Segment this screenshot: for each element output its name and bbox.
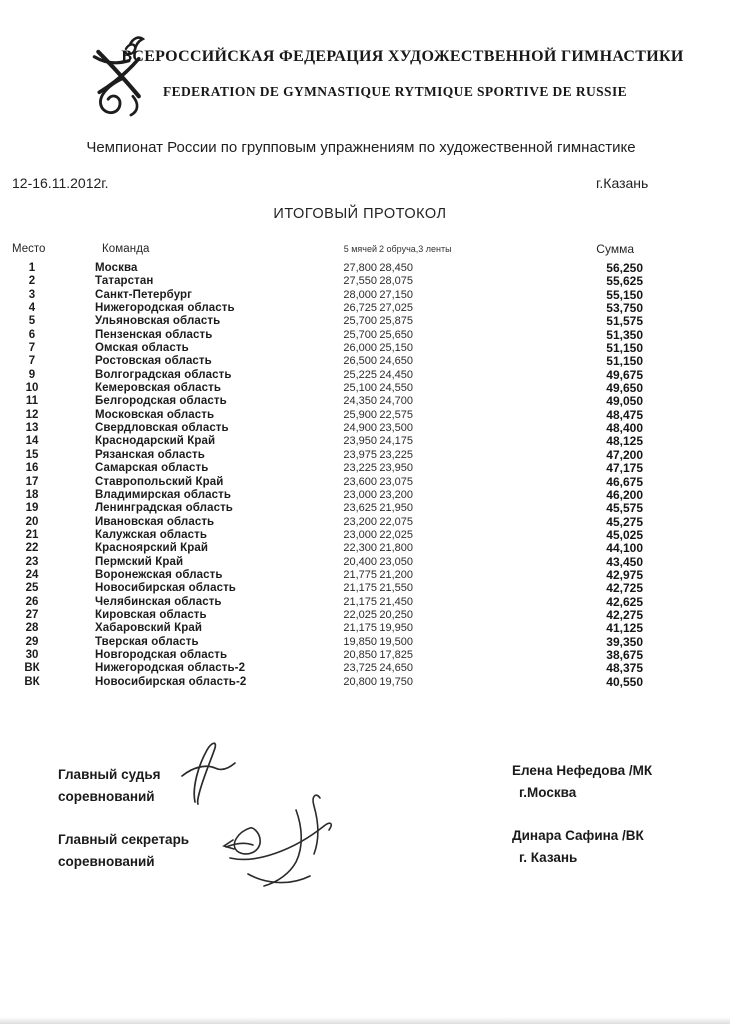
table-row bbox=[12, 676, 718, 689]
cell-team-name: Санкт-Петербург bbox=[95, 288, 193, 301]
cell-total-score: 45,575 bbox=[606, 501, 643, 516]
cell-place: 6 bbox=[28, 328, 36, 341]
results-table bbox=[12, 243, 718, 689]
cell-place: 1 bbox=[28, 262, 36, 274]
cell-score-5-balls: 24,350 bbox=[343, 395, 377, 408]
event-dates: 12-16.11.2012г. bbox=[12, 175, 109, 191]
cell-team-name: Москва bbox=[95, 262, 138, 274]
chief-judge-city: г.Москва bbox=[519, 785, 577, 800]
cell-score-2-hoops-3-ribbons: 25,650 bbox=[379, 328, 413, 341]
cell-team-name: Тверская область bbox=[95, 635, 199, 648]
cell-place: 19 bbox=[25, 502, 39, 515]
table-row bbox=[12, 342, 718, 355]
cell-team-name: Ленинградская область bbox=[95, 502, 233, 515]
table-row bbox=[12, 502, 718, 515]
chief-judge-role-line1: Главный судья bbox=[58, 767, 161, 782]
chief-secretary-role-line2: соревнований bbox=[58, 854, 155, 869]
table-row bbox=[12, 369, 718, 382]
cell-score-2-hoops-3-ribbons: 24,550 bbox=[379, 382, 413, 395]
cell-place: 29 bbox=[25, 635, 39, 648]
cell-team-name: Ивановская область bbox=[95, 515, 215, 528]
cell-score-2-hoops-3-ribbons: 25,875 bbox=[379, 315, 413, 328]
column-header-5-balls: 5 мячей bbox=[343, 244, 377, 254]
table-row bbox=[12, 435, 718, 448]
cell-score-5-balls: 21,775 bbox=[343, 568, 377, 581]
cell-total-score: 55,625 bbox=[606, 274, 643, 289]
cell-score-2-hoops-3-ribbons: 28,450 bbox=[379, 262, 413, 274]
column-header-team: Команда bbox=[102, 243, 150, 255]
cell-score-5-balls: 23,225 bbox=[343, 462, 377, 475]
table-body bbox=[12, 262, 718, 689]
cell-score-5-balls: 21,175 bbox=[343, 595, 377, 608]
cell-team-name: Новосибирская область bbox=[95, 582, 236, 595]
cell-place: 2 bbox=[28, 275, 36, 288]
table-row bbox=[12, 516, 718, 529]
cell-score-2-hoops-3-ribbons: 23,075 bbox=[379, 475, 413, 488]
cell-team-name: Воронежская область bbox=[95, 568, 223, 581]
cell-place: 27 bbox=[25, 608, 39, 621]
cell-place: 24 bbox=[25, 568, 39, 581]
federation-gymnast-logo-icon bbox=[86, 34, 156, 118]
cell-total-score: 47,200 bbox=[606, 447, 643, 462]
cell-score-5-balls: 27,550 bbox=[343, 275, 377, 288]
cell-score-2-hoops-3-ribbons: 27,150 bbox=[379, 288, 413, 301]
cell-team-name: Пензенская область bbox=[95, 328, 213, 341]
cell-team-name: Калужская область bbox=[95, 528, 208, 541]
cell-total-score: 42,275 bbox=[606, 607, 643, 622]
cell-total-score: 40,550 bbox=[606, 674, 643, 689]
table-row bbox=[12, 489, 718, 502]
cell-score-5-balls: 21,175 bbox=[343, 582, 377, 595]
cell-score-5-balls: 26,725 bbox=[343, 302, 377, 315]
cell-total-score: 48,475 bbox=[606, 407, 643, 422]
cell-score-2-hoops-3-ribbons: 21,200 bbox=[379, 568, 413, 581]
column-header-total: Сумма bbox=[596, 242, 634, 256]
cell-place: 10 bbox=[25, 382, 39, 395]
cell-total-score: 51,575 bbox=[606, 314, 643, 329]
cell-score-5-balls: 20,850 bbox=[343, 648, 377, 661]
column-header-place: Место bbox=[12, 243, 46, 255]
event-title: Чемпионат России по групповым упражнениям по художественной гимнастике bbox=[86, 139, 636, 156]
cell-team-name: Краснодарский Край bbox=[95, 435, 216, 448]
table-row bbox=[12, 636, 718, 649]
table-header-row bbox=[12, 243, 718, 262]
cell-score-2-hoops-3-ribbons: 23,200 bbox=[379, 488, 413, 501]
cell-score-5-balls: 23,975 bbox=[343, 448, 377, 461]
scan-bottom-edge-artifact bbox=[0, 1017, 730, 1024]
cell-score-2-hoops-3-ribbons: 23,050 bbox=[379, 555, 413, 568]
cell-total-score: 43,450 bbox=[606, 554, 643, 569]
cell-team-name: Кемеровская область bbox=[95, 382, 221, 395]
cell-total-score: 42,725 bbox=[606, 581, 643, 596]
table-row bbox=[12, 476, 718, 489]
cell-score-2-hoops-3-ribbons: 24,700 bbox=[379, 395, 413, 408]
cell-score-5-balls: 23,625 bbox=[343, 502, 377, 515]
cell-place: 4 bbox=[28, 302, 36, 315]
cell-total-score: 42,625 bbox=[606, 594, 643, 609]
chief-judge-role-line2: соревнований bbox=[58, 789, 155, 804]
table-row bbox=[12, 582, 718, 595]
cell-team-name: Ульяновская область bbox=[95, 315, 221, 328]
cell-place: 25 bbox=[25, 582, 39, 595]
cell-score-5-balls: 23,725 bbox=[343, 662, 377, 675]
cell-score-2-hoops-3-ribbons: 24,175 bbox=[379, 435, 413, 448]
org-name-french: FEDERATION DE GYMNASTIQUE RYTMIQUE SPORTIVE DE RUSSIE bbox=[162, 84, 628, 99]
table-row bbox=[12, 462, 718, 475]
cell-place: ВК bbox=[24, 675, 40, 688]
cell-score-5-balls: 25,700 bbox=[343, 315, 377, 328]
cell-score-5-balls: 20,800 bbox=[343, 675, 377, 688]
table-row bbox=[12, 569, 718, 582]
cell-score-2-hoops-3-ribbons: 23,225 bbox=[379, 448, 413, 461]
cell-score-5-balls: 24,900 bbox=[343, 422, 377, 435]
cell-team-name: Кировская область bbox=[95, 608, 207, 621]
chief-judge-name-block bbox=[512, 760, 652, 804]
cell-score-2-hoops-3-ribbons: 19,500 bbox=[379, 635, 413, 648]
cell-score-5-balls: 25,900 bbox=[343, 408, 377, 421]
cell-score-2-hoops-3-ribbons: 21,800 bbox=[379, 542, 413, 555]
cell-score-5-balls: 19,850 bbox=[343, 635, 377, 648]
cell-total-score: 47,175 bbox=[606, 461, 643, 476]
cell-team-name: Омская область bbox=[95, 342, 189, 355]
cell-score-2-hoops-3-ribbons: 22,575 bbox=[379, 408, 413, 421]
cell-total-score: 46,200 bbox=[606, 487, 643, 502]
table-row bbox=[12, 422, 718, 435]
cell-team-name: Владимирская область bbox=[95, 488, 232, 501]
cell-team-name: Татарстан bbox=[95, 275, 154, 288]
cell-place: 22 bbox=[25, 542, 39, 555]
cell-total-score: 45,275 bbox=[606, 514, 643, 529]
cell-total-score: 45,025 bbox=[606, 527, 643, 542]
table-row bbox=[12, 529, 718, 542]
cell-total-score: 56,250 bbox=[606, 261, 643, 275]
cell-total-score: 49,675 bbox=[606, 367, 643, 382]
table-row bbox=[12, 662, 718, 675]
table-row bbox=[12, 289, 718, 302]
cell-team-name: Московская область bbox=[95, 408, 215, 421]
cell-score-2-hoops-3-ribbons: 28,075 bbox=[379, 275, 413, 288]
table-row bbox=[12, 622, 718, 635]
table-row bbox=[12, 556, 718, 569]
event-city: г.Казань bbox=[596, 175, 649, 191]
cell-score-5-balls: 28,000 bbox=[343, 288, 377, 301]
cell-total-score: 49,650 bbox=[606, 381, 643, 396]
cell-team-name: Нижегородская область-2 bbox=[95, 662, 246, 675]
table-row bbox=[12, 649, 718, 662]
cell-place: 12 bbox=[25, 408, 39, 421]
chief-judge-name: Елена Нефедова /МК bbox=[512, 763, 653, 778]
table-row bbox=[12, 542, 718, 555]
cell-team-name: Хабаровский Край bbox=[95, 622, 202, 635]
cell-place: 9 bbox=[28, 368, 36, 381]
cell-team-name: Свердловская область bbox=[95, 422, 229, 435]
cell-score-2-hoops-3-ribbons: 22,075 bbox=[379, 515, 413, 528]
cell-place: 20 bbox=[25, 515, 39, 528]
cell-team-name: Ставропольский Край bbox=[95, 475, 224, 488]
cell-total-score: 51,350 bbox=[606, 327, 643, 342]
cell-total-score: 46,675 bbox=[606, 474, 643, 489]
cell-place: 11 bbox=[25, 395, 39, 408]
cell-score-5-balls: 25,700 bbox=[343, 328, 377, 341]
table-row bbox=[12, 302, 718, 315]
cell-team-name: Волгоградская область bbox=[95, 368, 232, 381]
cell-place: 13 bbox=[25, 422, 39, 435]
chief-secretary-name: Динара Сафина /ВК bbox=[512, 828, 644, 843]
cell-total-score: 48,125 bbox=[606, 434, 643, 449]
cell-team-name: Нижегородская область bbox=[95, 302, 235, 315]
cell-score-5-balls: 23,600 bbox=[343, 475, 377, 488]
cell-place: 28 bbox=[25, 622, 39, 635]
cell-score-2-hoops-3-ribbons: 24,650 bbox=[379, 355, 413, 368]
cell-total-score: 44,100 bbox=[606, 541, 643, 556]
cell-score-5-balls: 23,200 bbox=[343, 515, 377, 528]
cell-place: 7 bbox=[28, 342, 36, 355]
cell-place: 18 bbox=[25, 488, 39, 501]
table-row bbox=[12, 609, 718, 622]
cell-score-5-balls: 25,225 bbox=[343, 368, 377, 381]
cell-score-2-hoops-3-ribbons: 22,025 bbox=[379, 528, 413, 541]
cell-team-name: Красноярский Край bbox=[95, 542, 209, 555]
cell-place: 30 bbox=[25, 648, 39, 661]
chief-secretary-city: г. Казань bbox=[519, 850, 578, 865]
cell-score-5-balls: 22,025 bbox=[343, 608, 377, 621]
cell-total-score: 48,375 bbox=[606, 661, 643, 676]
cell-score-2-hoops-3-ribbons: 27,025 bbox=[379, 302, 413, 315]
cell-score-2-hoops-3-ribbons: 24,450 bbox=[379, 368, 413, 381]
cell-score-5-balls: 21,175 bbox=[343, 622, 377, 635]
cell-total-score: 53,750 bbox=[606, 301, 643, 316]
table-row bbox=[12, 409, 718, 422]
table-row bbox=[12, 315, 718, 328]
cell-total-score: 48,400 bbox=[606, 421, 643, 436]
chief-secretary-signature-icon bbox=[220, 790, 350, 892]
cell-total-score: 38,675 bbox=[606, 647, 643, 662]
table-row bbox=[12, 262, 718, 275]
table-row bbox=[12, 355, 718, 368]
cell-score-2-hoops-3-ribbons: 21,450 bbox=[379, 595, 413, 608]
cell-score-5-balls: 20,400 bbox=[343, 555, 377, 568]
cell-place: 17 bbox=[25, 475, 39, 488]
cell-place: 14 bbox=[25, 435, 39, 448]
cell-place: 3 bbox=[28, 288, 36, 301]
cell-score-2-hoops-3-ribbons: 17,825 bbox=[379, 648, 413, 661]
cell-team-name: Самарская область bbox=[95, 462, 209, 475]
cell-total-score: 51,150 bbox=[606, 354, 643, 369]
cell-score-5-balls: 26,000 bbox=[343, 342, 377, 355]
cell-place: 16 bbox=[25, 462, 39, 475]
cell-team-name: Новосибирская область-2 bbox=[95, 675, 247, 688]
cell-place: 5 bbox=[28, 315, 36, 328]
cell-total-score: 51,150 bbox=[606, 341, 643, 356]
table-row bbox=[12, 596, 718, 609]
cell-team-name: Белгородская область bbox=[95, 395, 227, 408]
cell-score-2-hoops-3-ribbons: 19,950 bbox=[379, 622, 413, 635]
cell-place: 21 bbox=[25, 528, 39, 541]
cell-score-5-balls: 23,950 bbox=[343, 435, 377, 448]
cell-team-name: Ростовская область bbox=[95, 355, 212, 368]
table-row bbox=[12, 395, 718, 408]
cell-score-5-balls: 26,500 bbox=[343, 355, 377, 368]
cell-place: ВК bbox=[24, 662, 40, 675]
chief-secretary-role-line1: Главный секретарь bbox=[58, 832, 190, 847]
table-row bbox=[12, 329, 718, 342]
cell-place: 23 bbox=[25, 555, 39, 568]
cell-score-2-hoops-3-ribbons: 24,650 bbox=[379, 662, 413, 675]
cell-place: 26 bbox=[25, 595, 39, 608]
cell-score-5-balls: 22,300 bbox=[343, 542, 377, 555]
cell-score-2-hoops-3-ribbons: 25,150 bbox=[379, 342, 413, 355]
cell-score-5-balls: 25,100 bbox=[343, 382, 377, 395]
chief-judge-role-label bbox=[58, 764, 161, 808]
cell-total-score: 41,125 bbox=[606, 621, 643, 636]
org-name-russian: ВСЕРОССИЙСКАЯ ФЕДЕРАЦИЯ ХУДОЖЕСТВЕННОЙ ГИМНАСТИКИ bbox=[121, 48, 684, 65]
cell-score-2-hoops-3-ribbons: 21,550 bbox=[379, 582, 413, 595]
cell-total-score: 42,975 bbox=[606, 567, 643, 582]
chief-secretary-name-block bbox=[512, 825, 644, 869]
table-row bbox=[12, 449, 718, 462]
cell-team-name: Рязанская область bbox=[95, 448, 205, 461]
cell-score-2-hoops-3-ribbons: 20,250 bbox=[379, 608, 413, 621]
cell-total-score: 49,050 bbox=[606, 394, 643, 409]
cell-score-2-hoops-3-ribbons: 23,950 bbox=[379, 462, 413, 475]
cell-score-2-hoops-3-ribbons: 21,950 bbox=[379, 502, 413, 515]
cell-place: 15 bbox=[25, 448, 39, 461]
cell-team-name: Пермский Край bbox=[95, 555, 184, 568]
column-header-2-hoops-3-ribbons: 2 обруча,3 ленты bbox=[379, 244, 452, 254]
table-row bbox=[12, 275, 718, 288]
chief-secretary-role-label bbox=[58, 829, 189, 873]
cell-score-2-hoops-3-ribbons: 19,750 bbox=[379, 675, 413, 688]
cell-total-score: 55,150 bbox=[606, 287, 643, 302]
cell-score-5-balls: 27,800 bbox=[343, 262, 377, 274]
cell-team-name: Новгородская область bbox=[95, 648, 228, 661]
cell-total-score: 39,350 bbox=[606, 634, 643, 649]
protocol-title: ИТОГОВЫЙ ПРОТОКОЛ bbox=[273, 206, 447, 222]
cell-score-5-balls: 23,000 bbox=[343, 528, 377, 541]
cell-score-2-hoops-3-ribbons: 23,500 bbox=[379, 422, 413, 435]
cell-team-name: Челябинская область bbox=[95, 595, 222, 608]
table-row bbox=[12, 382, 718, 395]
cell-score-5-balls: 23,000 bbox=[343, 488, 377, 501]
cell-place: 7 bbox=[28, 355, 36, 368]
